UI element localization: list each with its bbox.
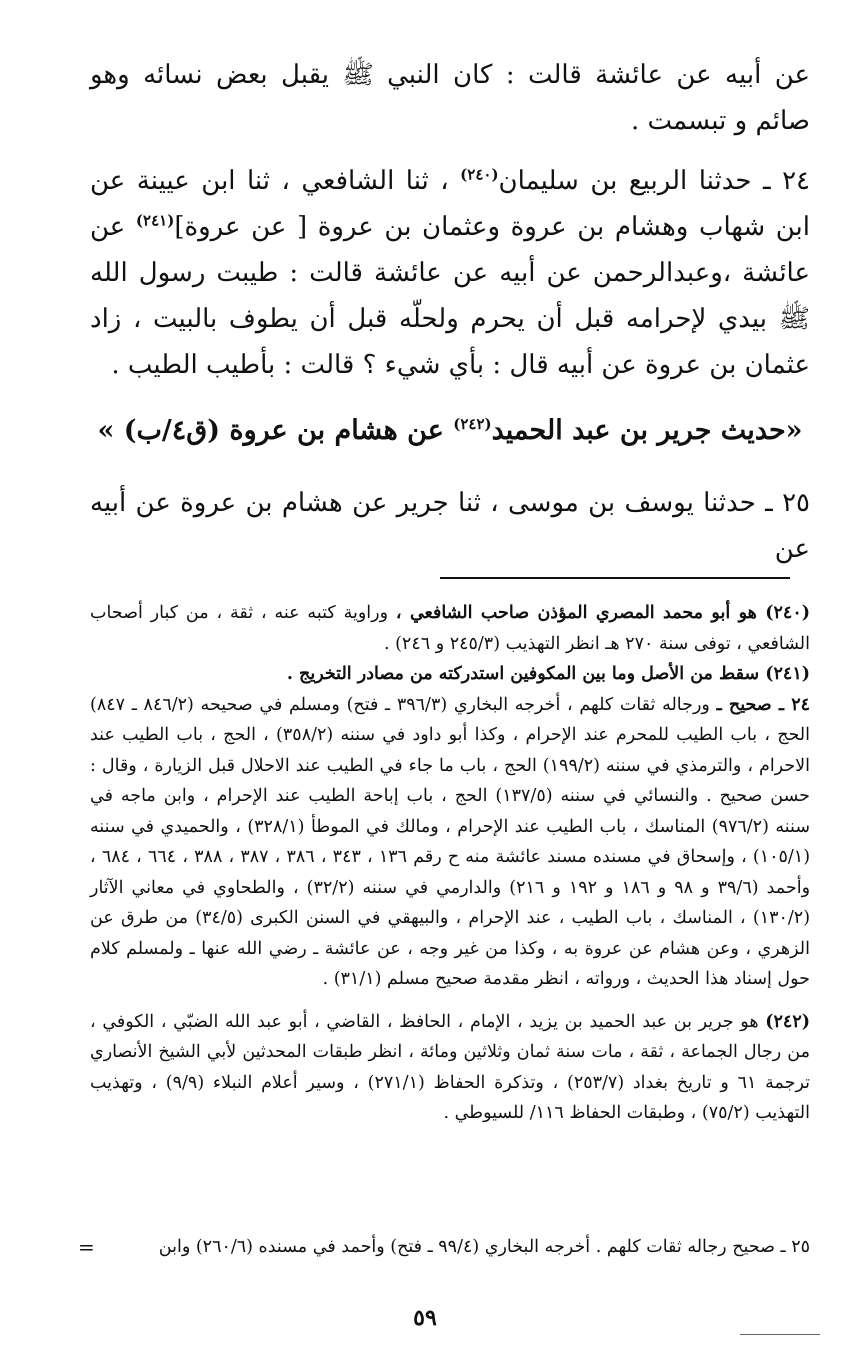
footnote-241-text: سقط من الأصل وما بين المكوفين استدركته من مصادر التخريج .: [286, 664, 766, 684]
note-24-label: ٢٤ ـ صحيح ـ: [716, 694, 811, 715]
footnotes: [90, 598, 810, 1129]
bottom-rule: [740, 1334, 820, 1335]
footnote-241: [90, 659, 810, 690]
footnote-ref-242: (٢٤٢): [453, 415, 492, 433]
footnote-ref-241: (٢٤١): [135, 211, 175, 230]
footnote-242-text: هو جرير بن عبد الحميد بن يزيد ، الإمام ، الحافظ ، القاضي ، أبو عبد الله الضبّي ، الكوفي ، من رجال الجماعة ، ثقة ، مات سنة ثمان وثلاثين ومائة ، انظر طبقات المحدثين لأبي الشيخ الأنصاري ترجمة ٦١ و تاريخ بغداد (٢٥٣/٧) ، وتذكرة الحفاظ (٢٧١/١) ، وسير أعلام النبلاء (٩/٩) ، وتهذيب التهذيب (٧٥/٢) ، وطبقات الحفاظ ١١٦/ للسيوطي .: [90, 1011, 810, 1123]
section-heading: [90, 408, 810, 454]
footnote-ref-240: (٢٤٠): [460, 165, 499, 184]
footnote-241-number: (٢٤١): [765, 664, 810, 684]
note-hadith-25: ٢٥ ـ صحيح رجاله ثقات كلهم . أخرجه البخاري (٩٩/٤ ـ فتح) وأحمد في مسنده (٢٦٠/٦) وابن: [158, 1237, 810, 1257]
continuation-mark: =: [78, 1235, 95, 1259]
note-24-text: ورجاله ثقات كلهم ، أخرجه البخاري (٣٩٦/٣ ـ فتح) ومسلم في صحيحه (٨٤٦/٢ ـ ٨٤٧) الحج ، باب الطيب للمحرم عند الإحرام ، وكذا أبو داود في سننه (٣٥٨/٢) ، الحج ، باب الطيب عند الاحرام ، والترمذي في سننه (١٩٩/٢) الحج ، باب ما جاء في الطيب عند الاحلال قبل الزيارة ، وقال : حسن صحيح . والنسائي في سننه (١٣٧/٥) الحج ، باب إباحة الطيب عند الإحرام ، وابن ماجه في سننه (٩٧٦/٢) المناسك ، باب الطيب عند الإحرام ، ومالك في الموطأ (٣٢٨/١) ، والحميدي في سننه (١٠٥/١) ، وإسحاق في مسنده مسند عائشة منه ح رقم ١٣٦ ، ٣٤٣ ، ٣٨٦ ، ٣٨٧ ، ٣٨٨ ، ٦٦٤ ، ٦٨٤ ، وأحمد (٣٩/٦ و ٩٨ و ١٨٦ و ١٩٢ و ٢١٦) والدارمي في سننه (٣٢/٢) ، والطحاوي في معاني الآثار (١٣٠/٢) ، المناسك ، باب الطيب ، عند الإحرام ، والبيهقي في السنن الكبرى (٣٤/٥) من طرق عن الزهري ، وعن هشام عن عروة به ، وكذا من غير وجه ، عن عائشة ـ رضي الله عنها ـ ولمسلم كلام حول إسناد هذا الحديث ، ورواته ، انظر مقدمة صحيح مسلم (٣١/١) .: [90, 694, 811, 989]
hadith-24-text-a: ٢٤ ـ حدثنا الربيع بن سليمان: [498, 166, 810, 196]
paragraph-hadith-25: ٢٥ ـ حدثنا يوسف بن موسى ، ثنا جرير عن هشام بن عروة عن أبيه عن: [90, 488, 810, 564]
footnote-242: [90, 1007, 810, 1129]
note-hadith-24: [90, 690, 810, 995]
hadith-24-text-b: ، ثنا الشافعي ، ثنا ابن عيينة عن ابن شهاب وهشام بن عروة وعثمان بن عروة [ عن عروة]: [90, 166, 810, 242]
page-number: ٥٩: [413, 1305, 437, 1331]
heading-text-a: «حديث جرير بن عبد الحميد: [491, 415, 803, 446]
hadith-24-text-c: عن عائشة ،وعبدالرحمن عن أبيه عن عائشة قالت : طيبت رسول الله ﷺ بيدي لإحرامه قبل أن يحرم ولحلّه قبل أن يطوف بالبيت ، زاد عثمان بن عروة عن أبيه قال : بأي شيء ؟ قالت : بأطيب الطيب .: [90, 212, 810, 380]
footnote-240-bold: هو أبو محمد المصري المؤذن صاحب الشافعي ،: [395, 603, 766, 623]
main-text: [90, 52, 810, 572]
footnote-240: [90, 598, 810, 659]
paragraph-hadith-23-end: عن أبيه عن عائشة قالت : كان النبي ﷺ يقبل بعض نسائه وهو صائم و تبسمت .: [90, 60, 810, 136]
heading-text-b: عن هشام بن عروة (ق٤/ب) »: [97, 415, 454, 446]
footnote-242-number: (٢٤٢): [765, 1011, 810, 1032]
footnote-240-number: (٢٤٠): [765, 603, 811, 623]
footnote-separator: [440, 577, 790, 579]
paragraph-hadith-24: [90, 158, 810, 388]
footnote-240-text: وراوية كتبه عنه ، ثقة ، من كبار أصحاب الشافعي ، توفى سنة ٢٧٠ هـ انظر التهذيب (٢٤٥/٣ و ٢٤٦) .: [90, 603, 810, 654]
